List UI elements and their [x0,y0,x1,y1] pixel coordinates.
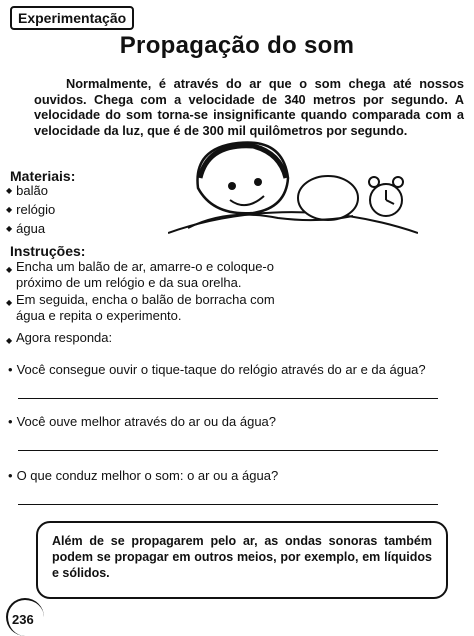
instruction-step: ◆ Encha um balão de ar, amarre-o e coloque-o próximo de um relógio e da sua orelha. [6,259,296,291]
note-box: Além de se propagarem pelo ar, as ondas sonoras também podem se propagar em outros meios, por exemplo, em líquidos e sólidos. [36,521,448,599]
instructions-list [6,259,296,347]
section-tag: Experimentação [10,6,134,30]
material-item: ◆ balão [6,182,55,201]
question-2: • Você ouve melhor através do ar ou da água? [8,414,276,429]
answer-line-2[interactable] [18,450,438,451]
materials-heading: Materiais: [10,168,76,184]
material-item: ◆ água [6,220,55,239]
page-title: Propagação do som [119,32,355,59]
question-3: • O que conduz melhor o som: o ar ou a água? [8,468,278,483]
question-1: • Você consegue ouvir o tique-taque do relógio através do ar e da água? [8,362,426,377]
instructions-heading: Instruções: [10,243,86,259]
instruction-step: ◆ Agora responda: [6,330,296,346]
page-number: 236 [12,612,34,627]
materials-list [6,182,55,239]
instruction-step: ◆ Em seguida, encha o balão de borracha com água e repita o experimento. [6,292,296,324]
intro-paragraph: Normalmente, é através do ar que o som chega até nossos ouvidos. Chega com a velocidade de 340 metros por segundo. A velocidade do som torna-se insignificante quando comparada com a velocidade da luz, que é de 300 mil quilômetros por segundo. [34,76,464,138]
answer-line-1[interactable] [18,398,438,399]
material-item: ◆ relógio [6,201,55,220]
child-with-balloon-and-clock-illustration [168,138,418,243]
answer-line-3[interactable] [18,504,438,505]
